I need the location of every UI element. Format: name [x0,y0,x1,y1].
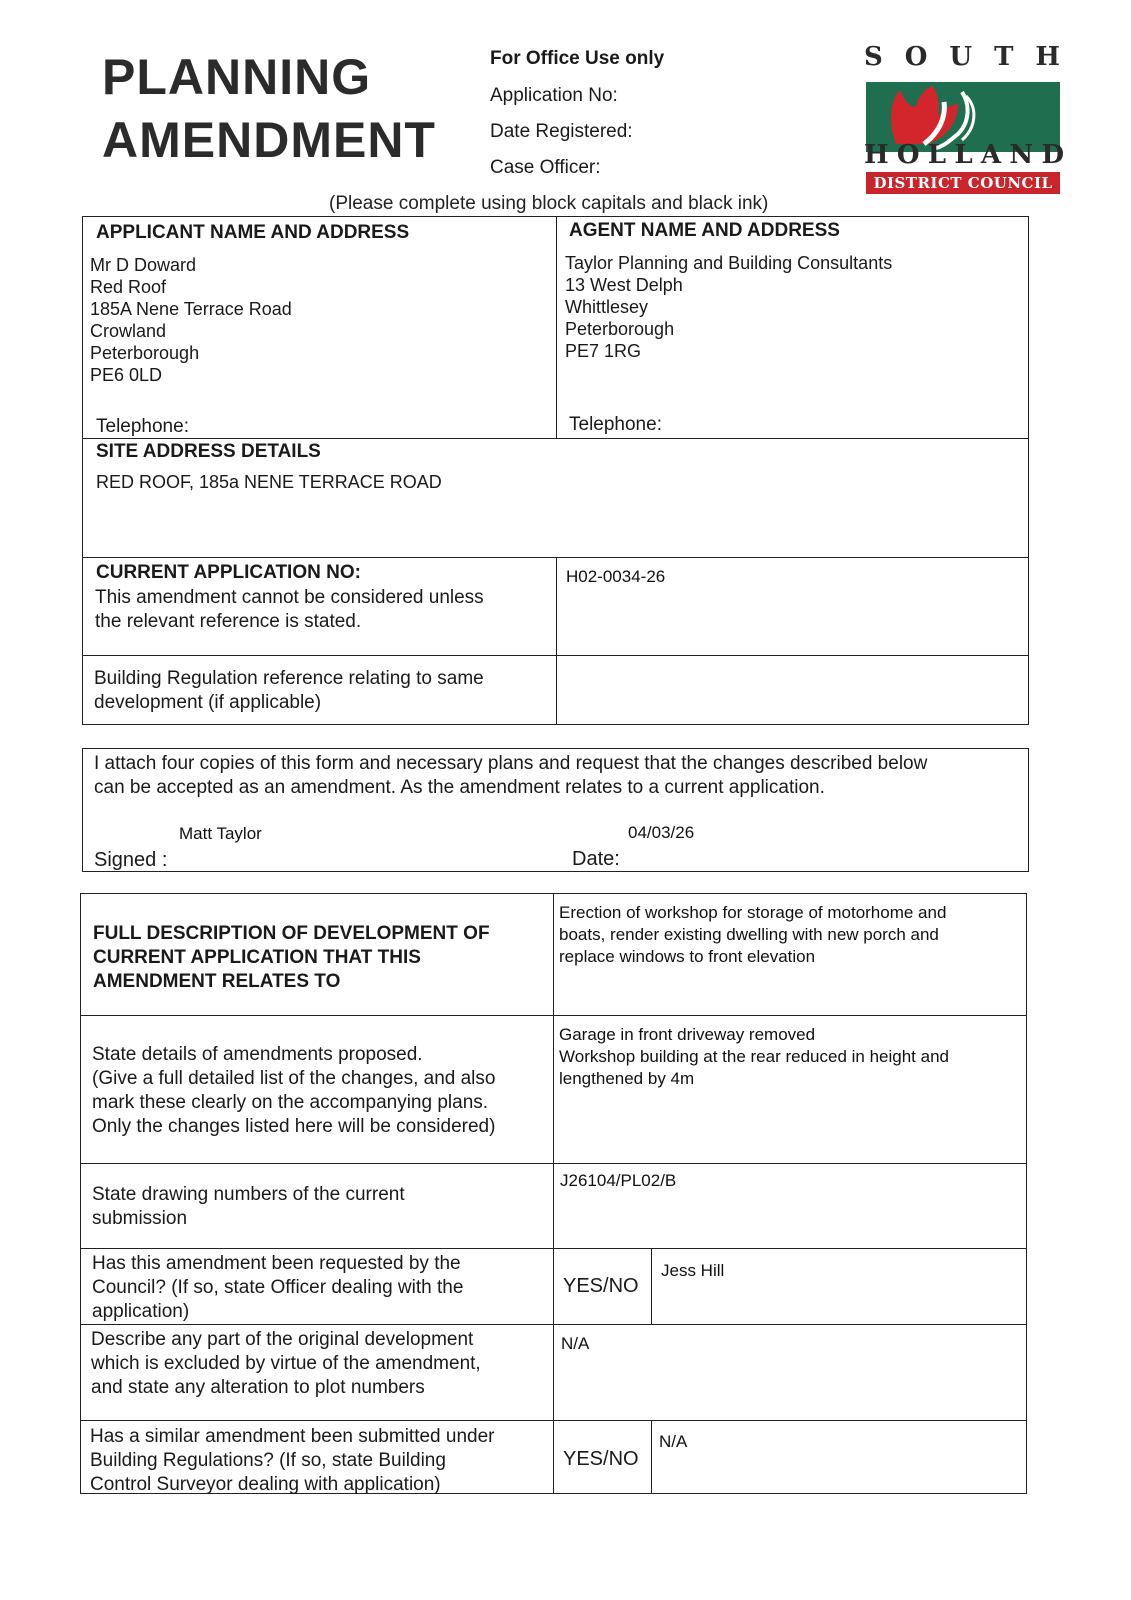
applicant-line: Red Roof [90,277,167,297]
declaration-line: I attach four copies of this form and necessary plans and request that the changes described below [94,753,928,774]
label-line: Control Surveyor dealing with application) [90,1474,441,1495]
logo-letter: O [896,140,920,170]
declaration-line: can be accepted as an amendment. As the amendment relates to a current application. [94,777,825,798]
agent-heading: AGENT NAME AND ADDRESS [569,220,840,241]
applicant-line: Mr D Doward [90,255,197,275]
site-heading: SITE ADDRESS DETAILS [96,441,321,462]
applicant-telephone-label: Telephone: [96,416,189,437]
logo-letter: S [864,42,883,72]
council-request-label [92,1252,463,1324]
label-line: Council? (If so, state Officer dealing with the [92,1277,464,1298]
label-line: application) [92,1301,190,1322]
label-line: CURRENT APPLICATION THAT THIS [93,947,421,968]
excluded-value: N/A [561,1334,590,1353]
value-line: Erection of workshop for storage of motorhome and [559,903,947,922]
applicant-address [90,254,292,386]
page-title-line1: PLANNING [102,49,372,105]
amendments-label [92,1043,495,1139]
agent-line: Peterborough [565,319,675,339]
instruction-text: (Please complete using block capitals and black ink) [329,193,769,214]
label-line: Only the changes listed here will be considered) [92,1116,496,1137]
agent-address [565,252,892,362]
divider [556,557,557,725]
agent-line: 13 West Delph [565,275,683,295]
council-officer-name: Jess Hill [661,1261,725,1280]
amendments-value [559,1024,949,1090]
divider [651,1420,652,1494]
description-value [559,902,946,968]
building-regulation-label [94,667,484,715]
logo-letter: T [994,42,1014,72]
label-line: Building Regulation reference relating to same [94,668,484,689]
current-application-heading: CURRENT APPLICATION NO: [96,562,361,583]
logo-letter: O [904,42,928,72]
label-line: Building Regulations? (If so, state Building [90,1450,446,1471]
divider [80,1248,1027,1249]
divider [80,1324,1027,1325]
logo-top-letters [864,42,1060,72]
label-line: AMENDMENT RELATES TO [93,971,341,992]
label-line: State details of amendments proposed. [92,1044,423,1065]
agent-telephone-label: Telephone: [569,414,662,435]
label-line: submission [92,1208,188,1229]
divider [553,893,554,1494]
signed-value: Matt Taylor [179,824,262,843]
agent-line: Whittlesey [565,297,649,317]
agent-line: PE7 1RG [565,341,642,361]
surveyor-value: N/A [659,1432,688,1451]
logo-letter: H [1035,42,1060,72]
logo-letter: H [864,140,889,170]
signed-label: Signed : [94,849,168,871]
label-line: State drawing numbers of the current [92,1184,405,1205]
similar-yes-no: YES/NO [563,1448,639,1470]
applicant-heading: APPLICANT NAME AND ADDRESS [96,222,410,243]
label-line: Describe any part of the original development [91,1329,474,1350]
office-use-heading: For Office Use only [490,48,665,69]
applicant-line: 185A Nene Terrace Road [90,299,292,319]
note-line: This amendment cannot be considered unless [95,587,484,608]
label-line: and state any alteration to plot numbers [91,1377,425,1398]
value-line: replace windows to front elevation [559,947,816,966]
application-no-label: Application No: [490,85,618,106]
label-line: FULL DESCRIPTION OF DEVELOPMENT OF [93,923,490,944]
label-line: which is excluded by virtue of the amendment, [91,1353,481,1374]
label-line: Has a similar amendment been submitted under [90,1426,495,1447]
drawings-label [92,1183,405,1231]
applicant-line: Crowland [90,321,167,341]
label-line: Has this amendment been requested by the [92,1253,461,1274]
date-label: Date: [572,848,620,870]
label-line: development (if applicable) [94,692,322,713]
applicant-line: Peterborough [90,343,200,363]
divider [80,1015,1027,1016]
value-line: boats, render existing dwelling with new porch and [559,925,939,944]
logo-letter: U [949,42,973,72]
divider [80,1420,1027,1421]
note-line: the relevant reference is stated. [95,611,362,632]
divider [556,216,557,438]
declaration-text [94,752,927,800]
logo-letter: D [1041,140,1064,170]
excluded-label [91,1328,481,1400]
applicant-line: PE6 0LD [90,365,163,385]
description-label [93,922,490,994]
case-officer-label: Case Officer: [490,157,601,178]
agent-line: Taylor Planning and Building Consultants [565,253,893,273]
logo-letter: A [980,140,1002,170]
logo-banner: DISTRICT COUNCIL [866,172,1060,194]
label-line: mark these clearly on the accompanying plans. [92,1092,489,1113]
logo-letter: L [927,140,947,170]
divider [82,438,1029,439]
site-address: RED ROOF, 185a NENE TERRACE ROAD [96,472,442,492]
drawing-number: J26104/PL02/B [560,1171,677,1190]
page-title-line2: AMENDMENT [102,112,436,168]
value-line: Garage in front driveway removed [559,1025,816,1044]
logo-letter: L [954,140,973,170]
date-value: 04/03/26 [628,823,695,842]
current-application-note [95,586,484,634]
council-request-yes-no: YES/NO [563,1275,639,1297]
value-line: lengthened by 4m [559,1069,695,1088]
current-application-number: H02-0034-26 [566,567,666,586]
value-line: Workshop building at the rear reduced in height and [559,1047,949,1066]
date-registered-label: Date Registered: [490,121,633,142]
divider [80,1163,1027,1164]
logo-letter: N [1009,140,1034,170]
similar-label [90,1425,494,1497]
label-line: (Give a full detailed list of the changes, and also [92,1068,496,1089]
divider [82,655,1029,656]
logo-bottom-letters [864,140,1064,170]
divider [651,1248,652,1324]
